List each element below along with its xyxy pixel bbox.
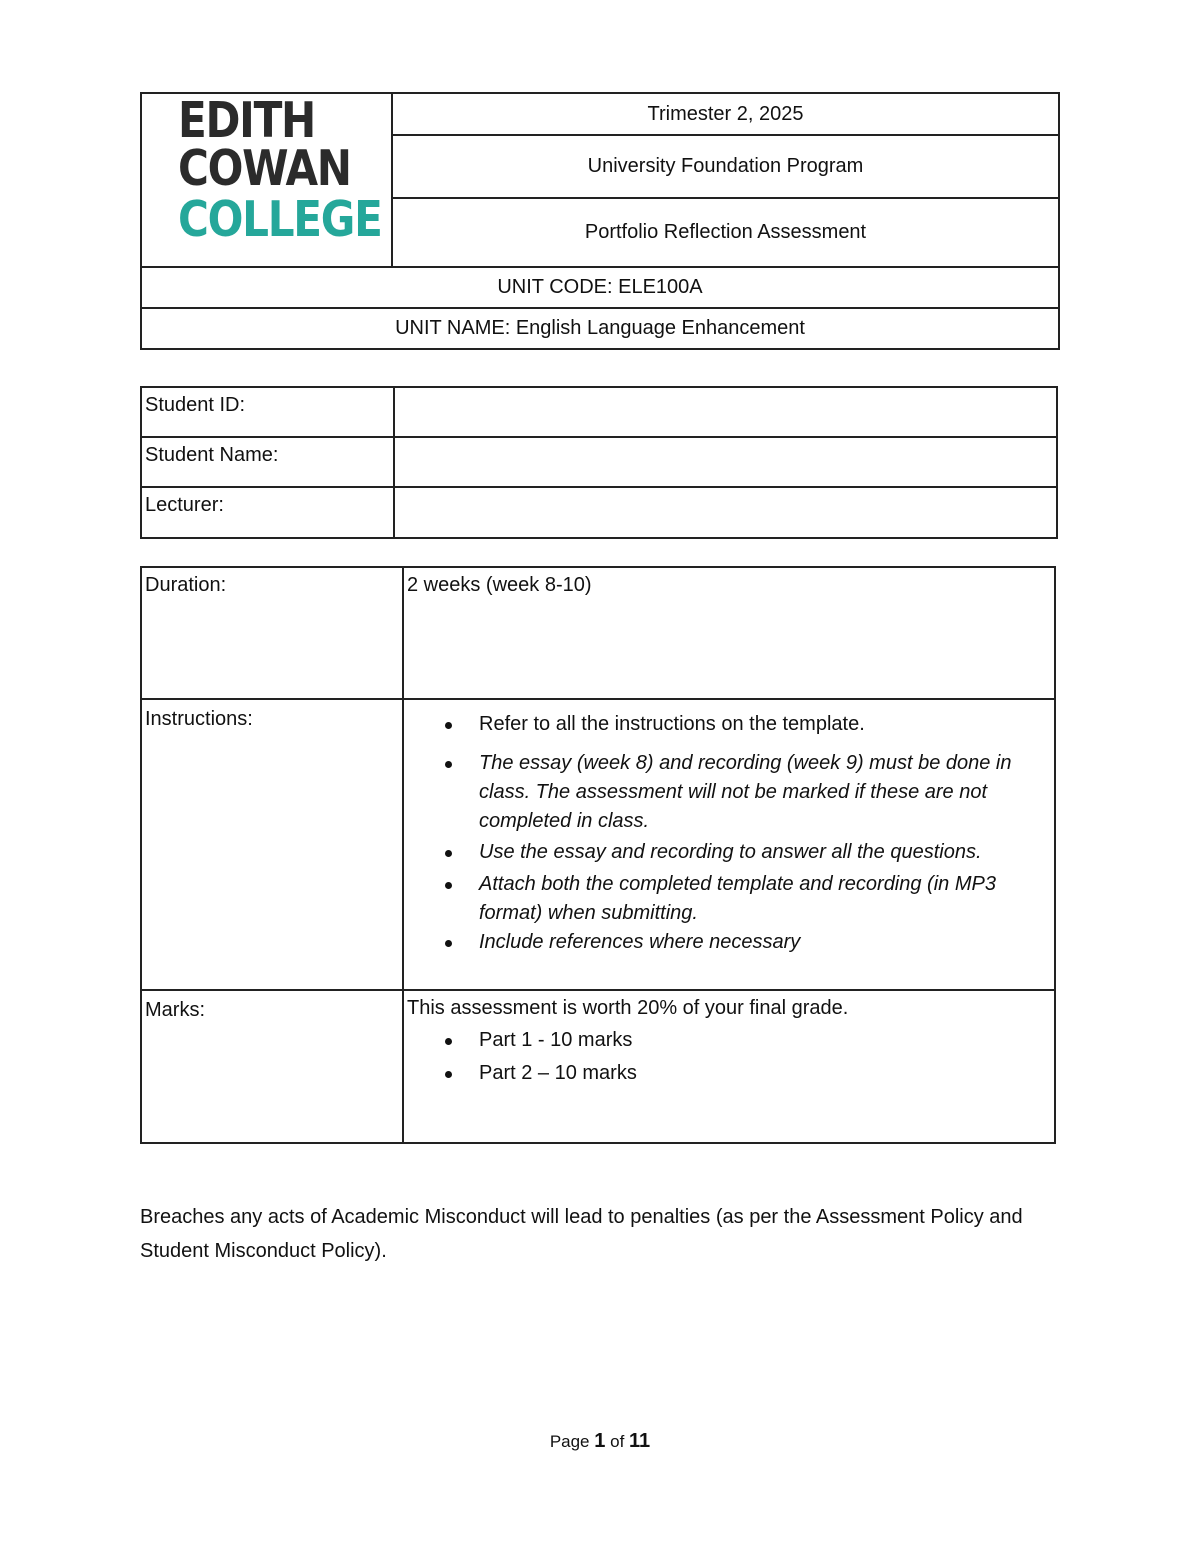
student-id-row	[142, 388, 1056, 438]
instructions-row	[142, 700, 1054, 991]
program-text: University Foundation Program	[587, 155, 864, 177]
list-item: Part 1 - 10 marks	[407, 1026, 1054, 1055]
marks-row	[142, 991, 1054, 1142]
unit-code-text: UNIT CODE: ELE100A	[497, 276, 703, 298]
student-id-label: Student ID:	[142, 388, 395, 436]
marks-label: Marks:	[142, 991, 404, 1142]
program-cell	[393, 136, 1058, 199]
logo-line-cowan: COWAN	[178, 140, 351, 197]
page-number	[0, 1430, 1200, 1453]
duration-label: Duration:	[142, 568, 404, 698]
assessment-title-cell	[393, 199, 1058, 268]
header-table	[140, 92, 1060, 350]
unit-name-text: UNIT NAME: English Language Enhancement	[395, 317, 805, 339]
trimester-text: Trimester 2, 2025	[647, 102, 804, 125]
unit-code-cell	[142, 268, 1058, 309]
unit-name-cell	[142, 309, 1058, 348]
student-name-label: Student Name:	[142, 438, 395, 486]
college-logo	[142, 94, 393, 268]
list-item: Include references where necessary	[407, 928, 1050, 957]
of-word: of	[610, 1432, 625, 1451]
assessment-title-text: Portfolio Reflection Assessment	[584, 221, 867, 243]
list-item: Use the essay and recording to answer all the questions.	[407, 838, 1050, 867]
marks-cell	[404, 991, 1054, 1142]
student-id-field[interactable]	[395, 388, 1056, 436]
list-item: Part 2 – 10 marks	[407, 1059, 1054, 1088]
logo-line-edith: EDITH	[178, 92, 316, 149]
list-item: The essay (week 8) and recording (week 9) must be done in class. The assessment will not be marked if these are not completed in class.	[407, 749, 1050, 836]
list-item: Attach both the completed template and recording (in MP3 format) when submitting.	[407, 870, 1050, 928]
misconduct-notice: Breaches any acts of Academic Misconduct will lead to penalties (as per the Assessment Policy and Student Misconduct Policy).	[140, 1206, 1023, 1262]
assessment-details-table	[140, 566, 1056, 1144]
duration-row	[142, 568, 1054, 700]
current-page: 1	[594, 1430, 606, 1452]
total-pages: 11	[629, 1430, 651, 1452]
lecturer-row	[142, 488, 1056, 537]
instructions-label: Instructions:	[142, 700, 404, 989]
trimester-cell	[393, 94, 1058, 136]
student-info-table	[140, 386, 1058, 539]
lecturer-field[interactable]	[395, 488, 1056, 537]
logo-line-college: COLLEGE	[178, 191, 382, 248]
marks-parts-list	[407, 1026, 1054, 1088]
student-name-field[interactable]	[395, 438, 1056, 486]
instructions-list	[407, 710, 1050, 957]
student-name-row	[142, 438, 1056, 488]
marks-summary: This assessment is worth 20% of your final grade.	[407, 997, 849, 1019]
page-word: Page	[549, 1432, 590, 1451]
instructions-cell	[404, 700, 1054, 989]
duration-value: 2 weeks (week 8-10)	[407, 574, 592, 596]
lecturer-label: Lecturer:	[142, 488, 395, 537]
list-item: Refer to all the instructions on the template.	[407, 710, 1050, 739]
